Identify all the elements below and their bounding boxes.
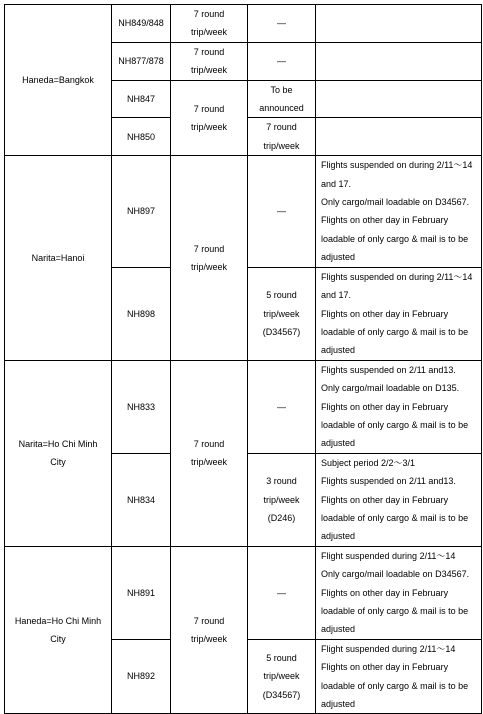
route-cell: Haneda=Bangkok <box>5 5 112 156</box>
flight-number-cell: NH891 <box>112 546 171 639</box>
flight-number-cell: NH892 <box>112 639 171 714</box>
flight-number-cell: NH850 <box>112 118 171 156</box>
change-cell: 7 round trip/week <box>248 118 316 156</box>
table-row <box>5 546 482 639</box>
frequency-cell: 7 round trip/week <box>171 360 248 546</box>
change-cell: 3 round trip/week (D246) <box>248 453 316 546</box>
flight-number-cell: NH897 <box>112 156 171 267</box>
change-cell: — <box>248 156 316 267</box>
flight-number-cell: NH834 <box>112 453 171 546</box>
remarks-cell <box>316 5 482 43</box>
table-row <box>5 156 482 267</box>
table-row <box>5 5 482 43</box>
flight-number-cell: NH898 <box>112 267 171 360</box>
change-cell: — <box>248 5 316 43</box>
change-cell: — <box>248 546 316 639</box>
remarks-cell <box>316 118 482 156</box>
route-cell: Narita=Ho Chi Minh City <box>5 360 112 546</box>
frequency-cell: 7 round trip/week <box>171 42 248 80</box>
remarks-cell: Subject period 2/2～3/1 Flights suspended on 2/11 and13. Flights on other day in February loadable of only cargo & mail is to be adjusted <box>316 453 482 546</box>
frequency-cell: 7 round trip/week <box>171 546 248 714</box>
flight-number-cell: NH847 <box>112 80 171 118</box>
frequency-cell: 7 round trip/week <box>171 5 248 43</box>
flight-schedule-table <box>4 4 482 714</box>
frequency-cell: 7 round trip/week <box>171 156 248 360</box>
remarks-cell: Flights suspended on during 2/11～14 and 17. Only cargo/mail loadable on D34567. Flights on other day in February loadable of only cargo & mail is to be adjusted <box>316 156 482 267</box>
table-row <box>5 360 482 453</box>
change-cell: To be announced <box>248 80 316 118</box>
route-cell: Haneda=Ho Chi Minh City <box>5 546 112 714</box>
flight-number-cell: NH833 <box>112 360 171 453</box>
remarks-cell: Flight suspended during 2/11～14 Flights on other day in February loadable of only cargo & mail is to be adjusted <box>316 639 482 714</box>
remarks-cell: Flights suspended on 2/11 and13. Only cargo/mail loadable on D135. Flights on other day in February loadable of only cargo & mail is to be adjusted <box>316 360 482 453</box>
flight-number-cell: NH877/878 <box>112 42 171 80</box>
change-cell: — <box>248 360 316 453</box>
remarks-cell <box>316 42 482 80</box>
change-cell: — <box>248 42 316 80</box>
remarks-cell: Flights suspended on during 2/11～14 and 17. Flights on other day in February loadable of only cargo & mail is to be adjusted <box>316 267 482 360</box>
remarks-cell <box>316 80 482 118</box>
change-cell: 5 round trip/week (D34567) <box>248 267 316 360</box>
change-cell: 5 round trip/week (D34567) <box>248 639 316 714</box>
route-cell: Narita=Hanoi <box>5 156 112 360</box>
frequency-cell: 7 round trip/week <box>171 80 248 156</box>
flight-number-cell: NH849/848 <box>112 5 171 43</box>
remarks-cell: Flight suspended during 2/11～14 Only cargo/mail loadable on D34567. Flights on other day in February loadable of only cargo & mail is to be adjusted <box>316 546 482 639</box>
